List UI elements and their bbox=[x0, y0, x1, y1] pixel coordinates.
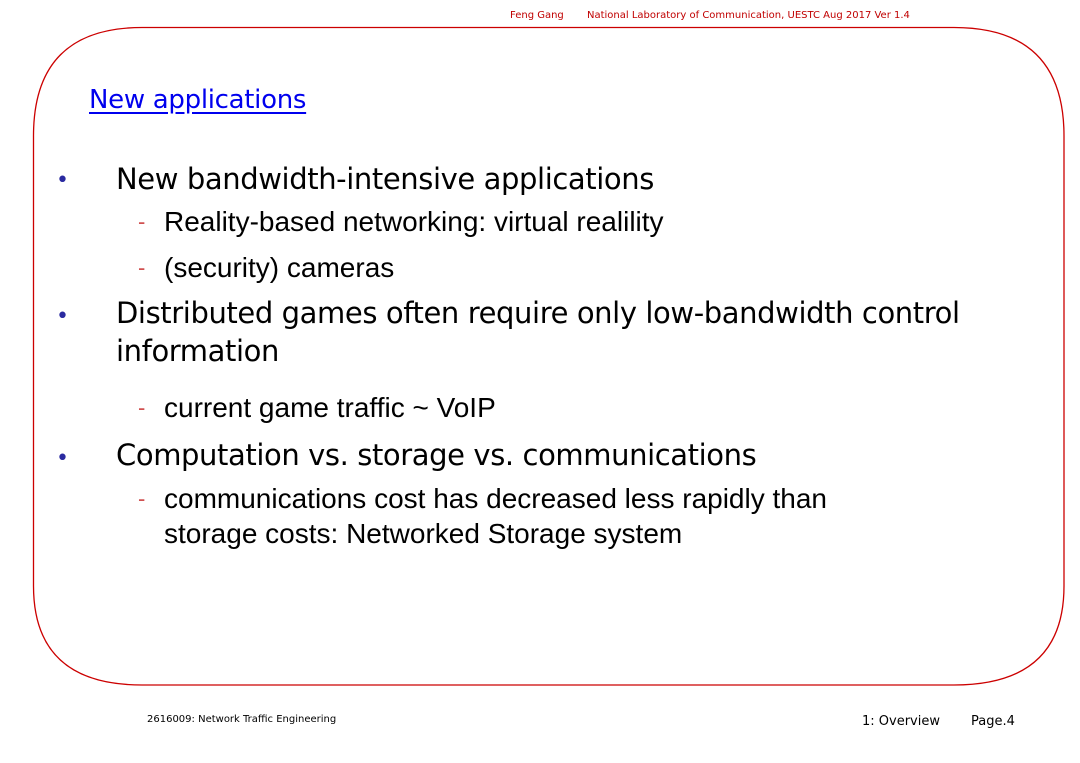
bullet-item-2: Distributed games often require only low-bandwidth control information bbox=[116, 296, 960, 368]
bullet-dot-icon: • bbox=[56, 168, 69, 193]
footer-page-number: Page.4 bbox=[971, 714, 1015, 729]
slide-title[interactable]: New applications bbox=[89, 85, 307, 115]
subitem-2-1: current game traffic ~ VoIP bbox=[164, 392, 496, 423]
dash-icon: - bbox=[138, 486, 146, 511]
subitem-3-1: communications cost has decreased less rapidly than storage costs: Networked Storage system bbox=[164, 483, 828, 549]
bullet-item-1: New bandwidth-intensive applications bbox=[116, 162, 654, 196]
header-author: Feng Gang bbox=[510, 10, 564, 21]
dash-icon: - bbox=[138, 255, 146, 280]
subitem-1-1: Reality-based networking: virtual realility bbox=[164, 206, 664, 237]
bullet-dot-icon: • bbox=[56, 304, 69, 329]
bullet-item-3: Computation vs. storage vs. communications bbox=[116, 438, 757, 472]
header-affiliation: National Laboratory of Communication, UESTC Aug 2017 Ver 1.4 bbox=[587, 10, 910, 21]
bullet-dot-icon: • bbox=[56, 446, 69, 471]
footer-section: 1: Overview bbox=[862, 714, 940, 729]
footer-course: 2616009: Network Traffic Engineering bbox=[147, 714, 337, 725]
dash-icon: - bbox=[138, 395, 146, 420]
dash-icon: - bbox=[138, 209, 146, 234]
subitem-1-2: (security) cameras bbox=[164, 252, 395, 283]
